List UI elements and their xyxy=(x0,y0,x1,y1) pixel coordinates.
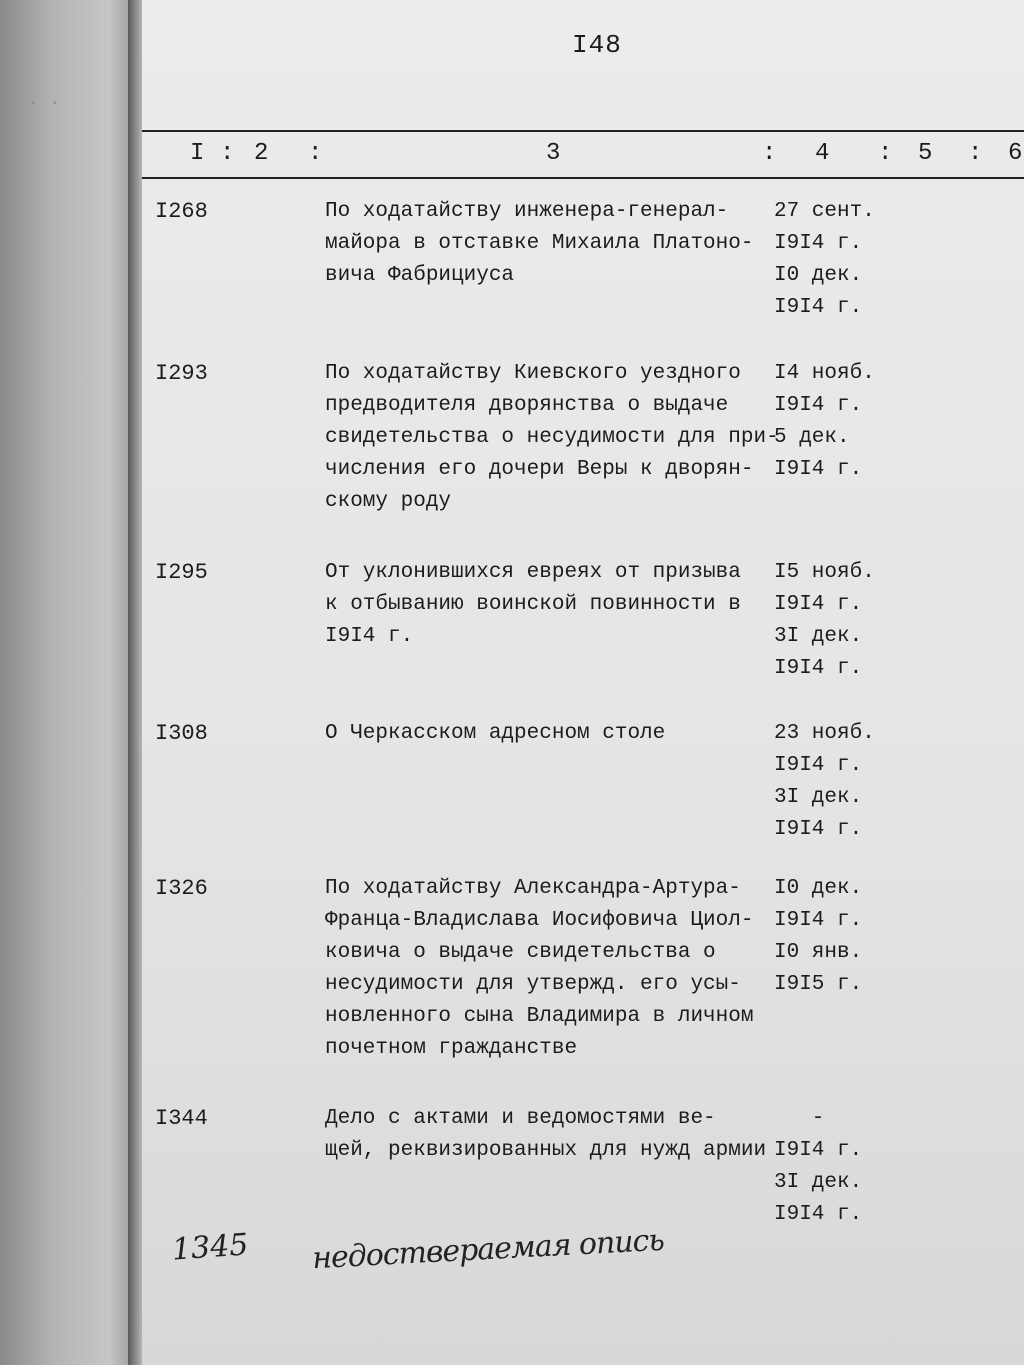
entry-title: Дело с актами и ведомостями ве- щей, реквизированных для нужд армии xyxy=(325,1107,767,1162)
entry-number: I295 xyxy=(155,560,208,585)
col-header-2: 2 xyxy=(254,140,269,167)
col-header-3: 3 xyxy=(546,140,561,167)
entry-title: По ходатайству Киевского уездного предводителя дворянства о выдаче свидетельства о несудимости для при- числения его дочери Веры к дворян- скому роду xyxy=(325,362,779,513)
entry-number: I344 xyxy=(155,1106,208,1131)
col-header-1: I xyxy=(190,140,205,167)
facing-page xyxy=(0,0,136,1365)
entry-dates: I0 дек. I9I4 г. I0 янв. I9I5 г. xyxy=(774,877,863,996)
col-header-5: 5 xyxy=(918,140,933,167)
entry-dates: I5 нояб. I9I4 г. 3I дек. I9I4 г. xyxy=(774,561,875,680)
entry-number: I293 xyxy=(155,361,208,386)
entry-dates: 23 нояб. I9I4 г. 3I дек. I9I4 г. xyxy=(774,722,875,841)
facing-page-bleed: . . . xyxy=(6,90,61,110)
entry-title: По ходатайству Александра-Артура- Франца-Владислава Иосифовича Циол- ковича о выдаче свидетельства о несудимости для утвержд. его усы- новленного сына Владимира в личном почетном гражданстве xyxy=(325,877,754,1060)
header-rule-bottom xyxy=(142,177,1024,179)
document-page xyxy=(142,0,1024,1365)
entry-number: I326 xyxy=(155,876,208,901)
entry-title: От уклонившихся евреях от призыва к отбыванию воинской повинности в I9I4 г. xyxy=(325,561,741,648)
col-separator: : xyxy=(308,140,323,167)
col-separator: : xyxy=(878,140,893,167)
col-header-6: 6 xyxy=(1008,140,1023,167)
entry-dates: - I9I4 г. 3I дек. I9I4 г. xyxy=(774,1107,863,1226)
handwritten-entry-number: 1345 xyxy=(170,1227,250,1268)
entry-dates: I4 нояб. I9I4 г. 5 дек. I9I4 г. xyxy=(774,362,875,481)
col-separator: : xyxy=(762,140,777,167)
page-number: I48 xyxy=(572,30,622,60)
col-separator: : xyxy=(220,140,235,167)
entry-dates: 27 сент. I9I4 г. I0 дек. I9I4 г. xyxy=(774,200,875,319)
col-separator: : xyxy=(968,140,983,167)
entry-title: По ходатайству инженера-генерал- майора в отставке Михаила Платоно- вича Фабрициуса xyxy=(325,200,754,287)
entry-title: О Черкасском адресном столе xyxy=(325,722,666,745)
handwritten-note: недоствеpaeмая опись xyxy=(311,1222,665,1277)
entry-number: I308 xyxy=(155,721,208,746)
entry-number: I268 xyxy=(155,199,208,224)
col-header-4: 4 xyxy=(815,140,830,167)
table-header xyxy=(142,131,1024,177)
